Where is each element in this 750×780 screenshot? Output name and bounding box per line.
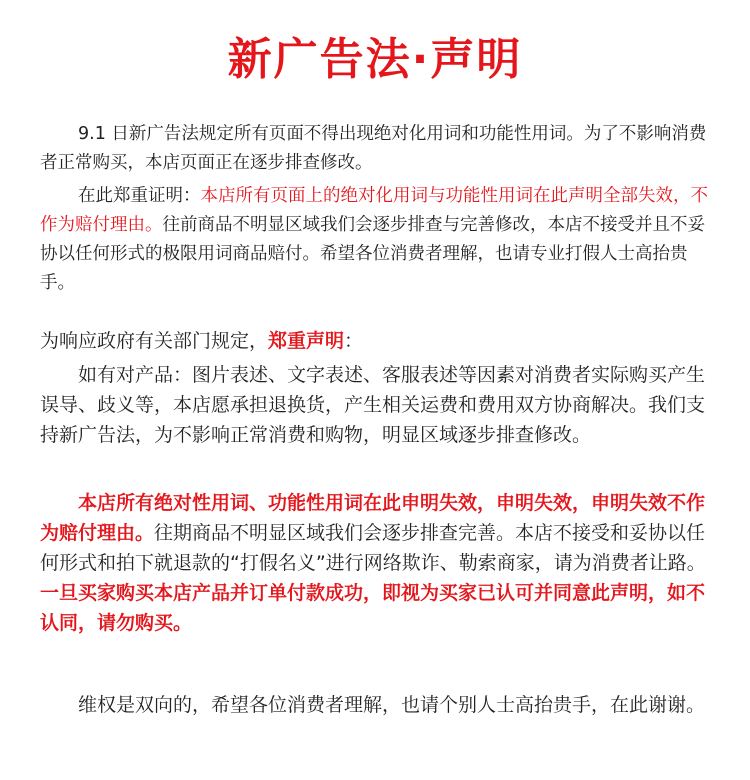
paragraph-response xyxy=(40,326,712,356)
invalidity-middle-text: 往期商品不明显区域我们会逐步排查完善。本店不接受和妥协以任何形式和拍下就退款的“打假名义”进行网络欺诈、勒索商家，请为消费者让路。 xyxy=(40,522,706,574)
intro-text: 9.1 日新广告法规定所有页面不得出现绝对化用词和功能性用词。为了不影响消费者正常购买，本店页面正在逐步排查修改。 xyxy=(40,124,707,173)
paragraph-closing xyxy=(40,690,712,720)
invalidity-red-text: 本店所有绝对性用词、功能性用词在此申明失效，申明失效，申明失效不作为赔付理由。 xyxy=(40,492,706,544)
response-colon: ： xyxy=(344,330,364,352)
product-terms-text: 如有对产品：图片表述、文字表述、客服表述等因素对消费者实际购买产生误导、歧义等，本店愿承担退换货，产生相关运费和费用双方协商解决。我们支持新广告法，为不影响正常消费和购物，明显区域逐步排查修改。 xyxy=(40,364,706,446)
solemn-statement-label: 郑重声明 xyxy=(268,330,345,352)
declaration-rest: 往前商品不明显区域我们会逐步排查与完善修改，本店不接受并且不妥协以任何形式的极限用词商品赔付。希望各位消费者理解，也请专业打假人士高抬贵手。 xyxy=(40,215,705,293)
paragraph-invalidity xyxy=(40,488,712,638)
paragraph-declaration xyxy=(40,182,712,298)
page-title: 新广告法·声明 xyxy=(227,34,523,85)
closing-text: 维权是双向的，希望各位消费者理解，也请个别人士高抬贵手，在此谢谢。 xyxy=(78,694,706,716)
response-lead: 为响应政府有关部门规定， xyxy=(40,330,269,352)
declaration-lead: 在此郑重证明： xyxy=(78,186,201,206)
paragraph-product-terms xyxy=(40,360,712,450)
paragraph-intro xyxy=(40,120,712,178)
declaration-red-text: 本店所有页面上的绝对化用词与功能性用词在此声明全部失效，不作为赔付理由。 xyxy=(40,186,708,235)
purchase-consent-red-text: 一旦买家购买本店产品并订单付款成功，即视为买家已认可并同意此声明，如不认同，请勿购买。 xyxy=(40,582,706,634)
